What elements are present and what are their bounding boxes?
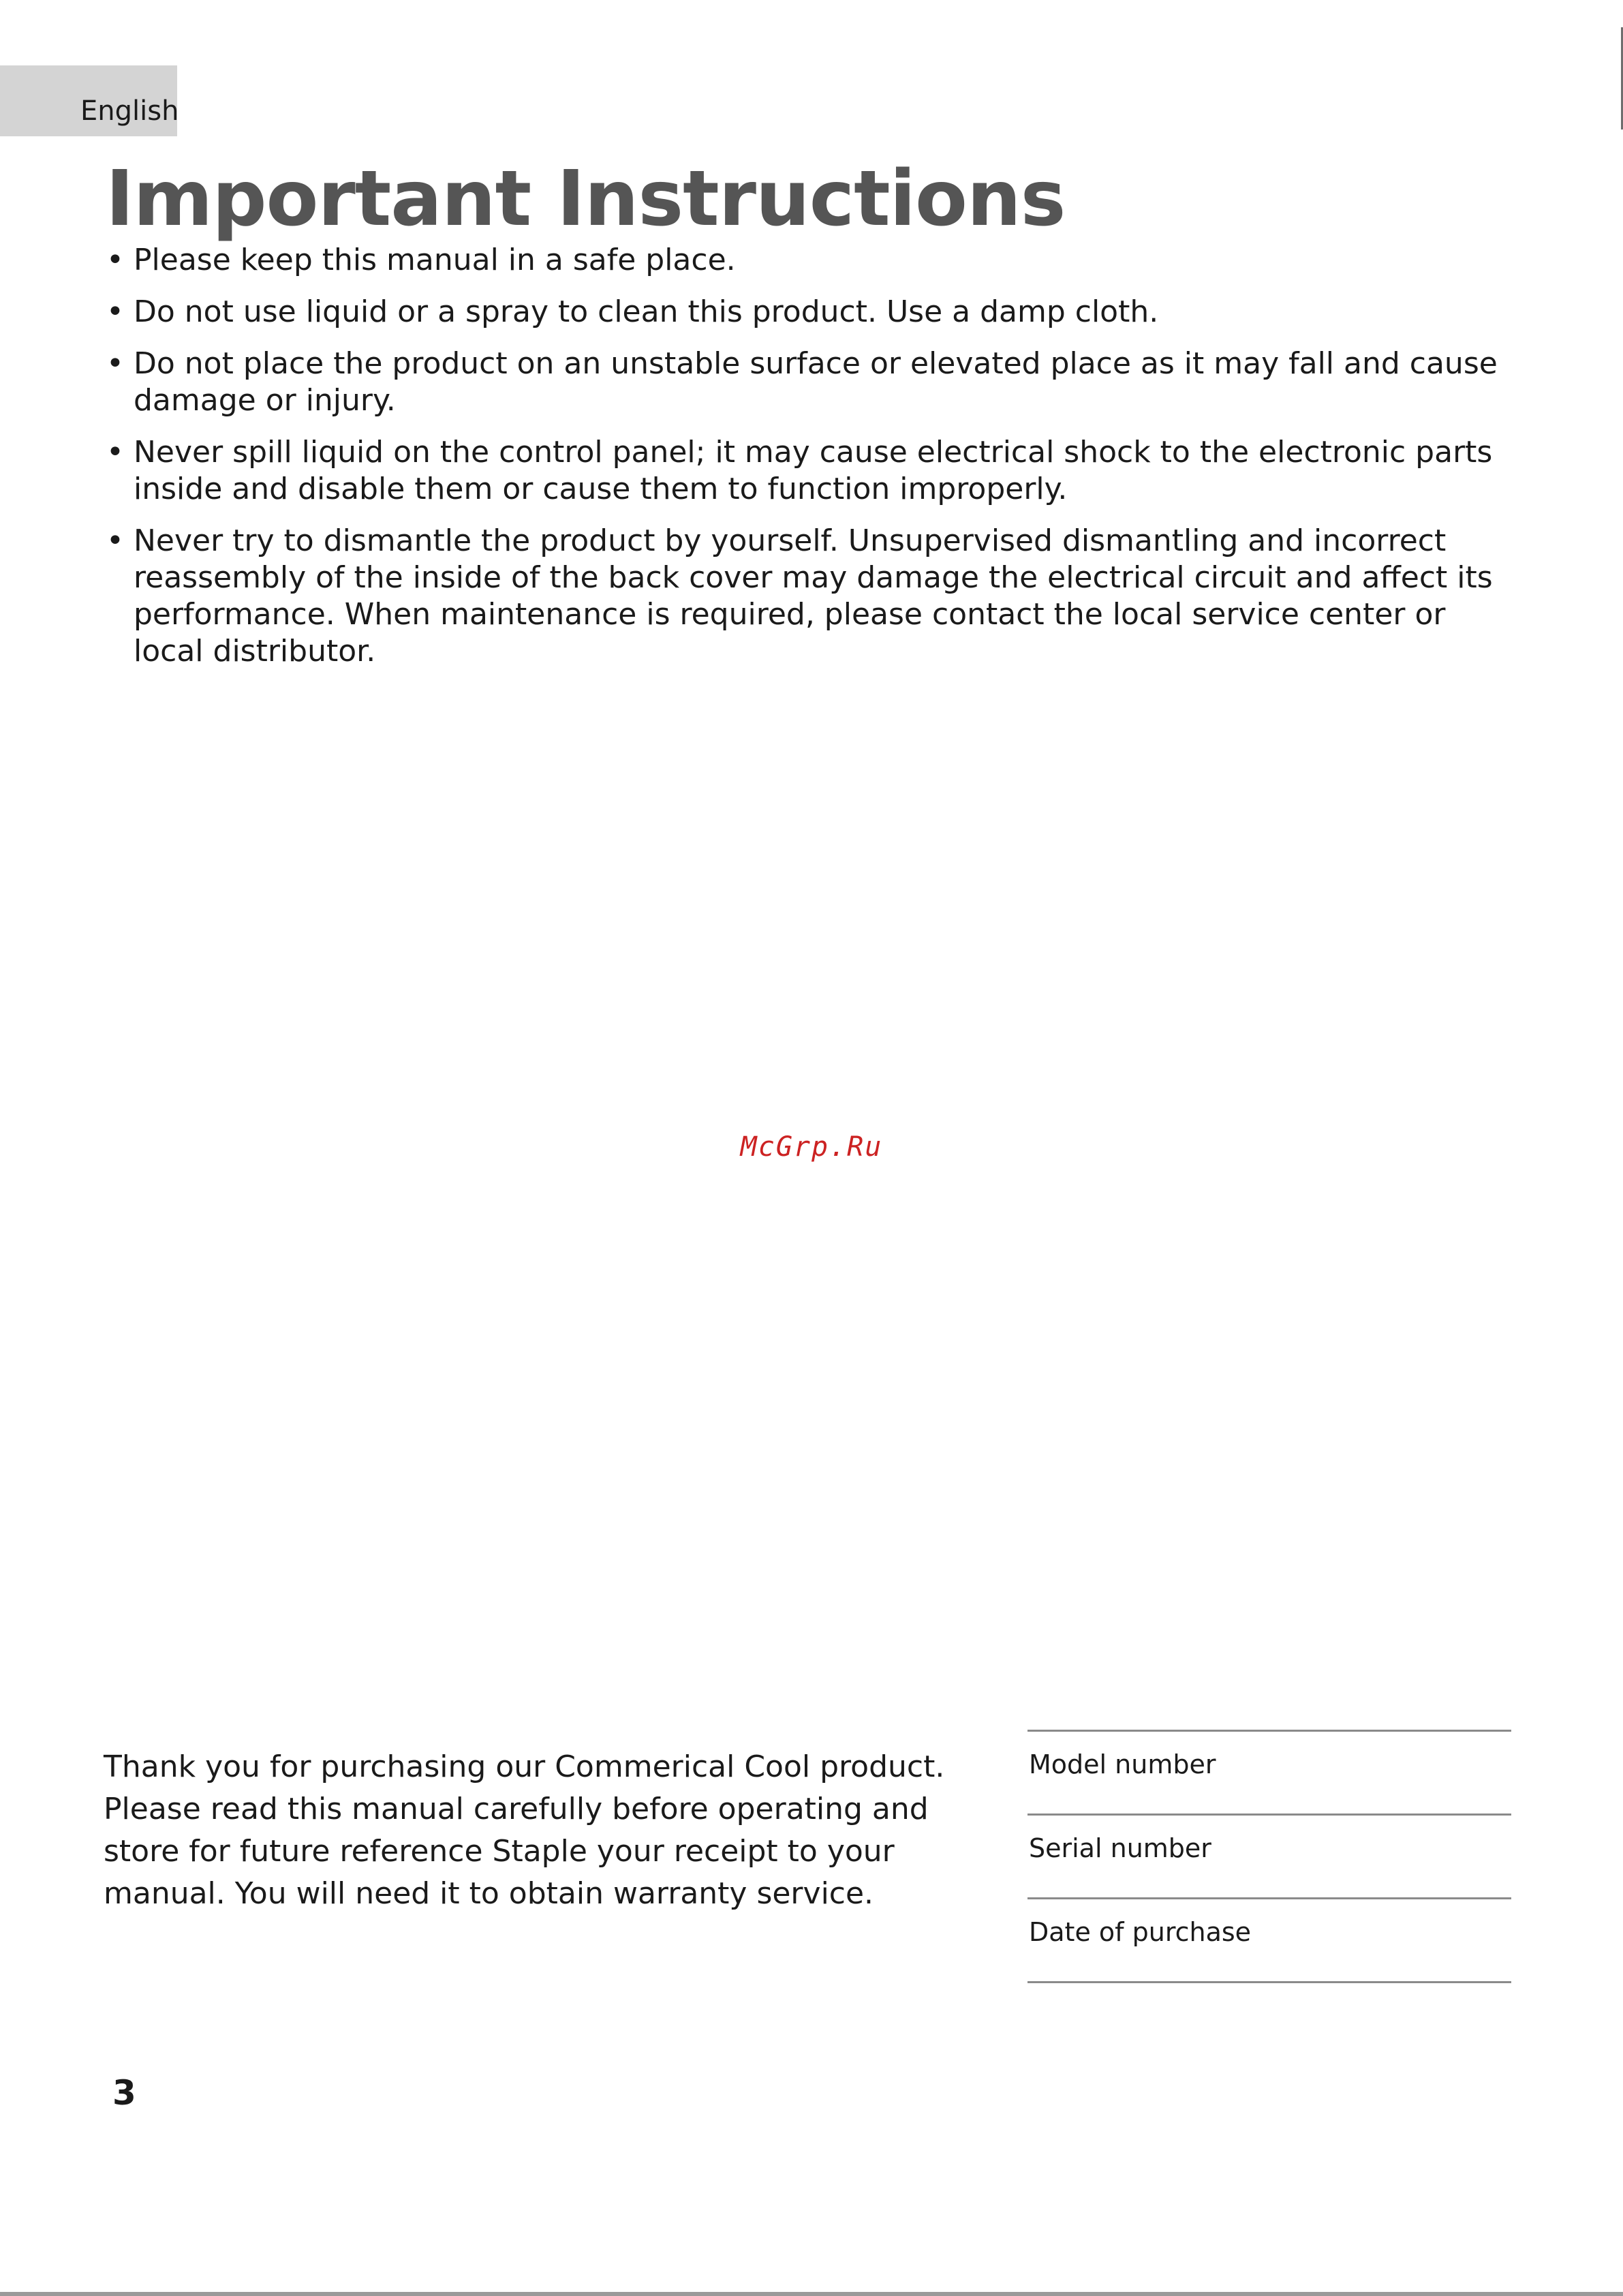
list-item <box>102 523 1499 670</box>
language-tab <box>0 65 177 136</box>
page-number: 3 <box>112 2073 136 2113</box>
model-number-label: Model number <box>1029 1749 1216 1779</box>
instruction-text: Do not use liquid or a spray to clean this product. Use a damp cloth. <box>134 294 1159 329</box>
watermark: McGrp.Ru <box>740 1131 883 1163</box>
thank-you-note: Thank you for purchasing our Commerical Cool product. Please read this manual carefully before operating and store for future reference Staple your receipt to your manual. You will need it to obtain warranty service. <box>104 1749 945 1911</box>
language-label: English <box>80 95 179 127</box>
bullet-icon: • <box>106 294 124 329</box>
instruction-text: Please keep this manual in a safe place. <box>134 243 736 277</box>
date-of-purchase-label: Date of purchase <box>1029 1917 1252 1947</box>
list-item <box>102 434 1499 508</box>
bullet-icon: • <box>106 523 124 558</box>
bullet-icon: • <box>106 435 124 470</box>
serial-number-label: Serial number <box>1029 1833 1211 1863</box>
bullet-icon: • <box>106 243 124 277</box>
instruction-text: Never spill liquid on the control panel; it may cause electrical shock to the electronic parts inside and disable them or cause them to function improperly. <box>134 435 1493 506</box>
model-number-field[interactable] <box>1027 1732 1511 1816</box>
instructions-list <box>102 242 1499 685</box>
bullet-icon: • <box>106 346 124 381</box>
list-item <box>102 294 1499 331</box>
list-item <box>102 242 1499 279</box>
page-title: Important Instructions <box>106 155 1066 243</box>
bottom-rule <box>0 2292 1623 2296</box>
purchase-record <box>1027 1730 1511 1983</box>
serial-number-field[interactable] <box>1027 1816 1511 1899</box>
list-item <box>102 346 1499 419</box>
instruction-text: Never try to dismantle the product by yourself. Unsupervised dismantling and incorrect reassembly of the inside of the back cover may damage the electrical circuit and affect its performance. When maintenance is required, please contact the local service center or local distributor. <box>134 523 1493 669</box>
date-of-purchase-field[interactable] <box>1027 1899 1511 1983</box>
instruction-text: Do not place the product on an unstable surface or elevated place as it may fall and cause damage or injury. <box>134 346 1498 418</box>
